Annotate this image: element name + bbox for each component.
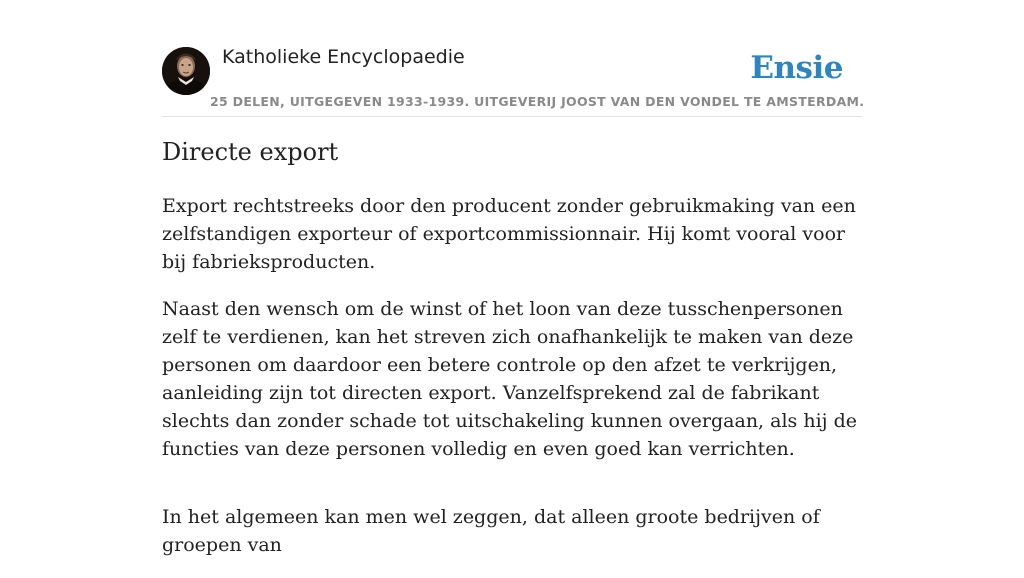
article-body bbox=[162, 192, 862, 578]
article-paragraph-3: In het algemeen kan men wel zeggen, dat alleen groote bedrijven of groepen van bbox=[162, 506, 820, 556]
publication-title[interactable]: Katholieke Encyclopaedie bbox=[222, 46, 465, 68]
publication-subtitle: 25 DELEN, UITGEGEVEN 1933-1939. UITGEVERIJ JOOST VAN DEN VONDEL TE AMSTERDAM. bbox=[210, 94, 865, 109]
site-header bbox=[162, 44, 865, 117]
article-title: Directe export bbox=[162, 138, 339, 166]
portrait-avatar-icon[interactable] bbox=[162, 47, 210, 95]
article-paragraph-1: Export rechtstreeks door den producent zonder gebruikmaking van een zelfstandigen exporteur of exportcommissionnair. Hij komt vooral voor bij fabrieksproducten. bbox=[162, 195, 856, 273]
article-paragraph-2: Naast den wensch om de winst of het loon van deze tusschenpersonen zelf te verdienen, kan het streven zich onafhankelijk te maken van deze personen om daardoor een betere controle op den afzet te verkrijgen, aanleiding zijn tot directen export. Vanzelfsprekend zal de fabrikant slechts dan zonder schade tot uitschakeling kunnen overgaan, als hij de functies van deze personen volledig en even goed kan verrichten. bbox=[162, 298, 857, 460]
ensie-logo-link[interactable]: Ensie bbox=[750, 50, 843, 86]
